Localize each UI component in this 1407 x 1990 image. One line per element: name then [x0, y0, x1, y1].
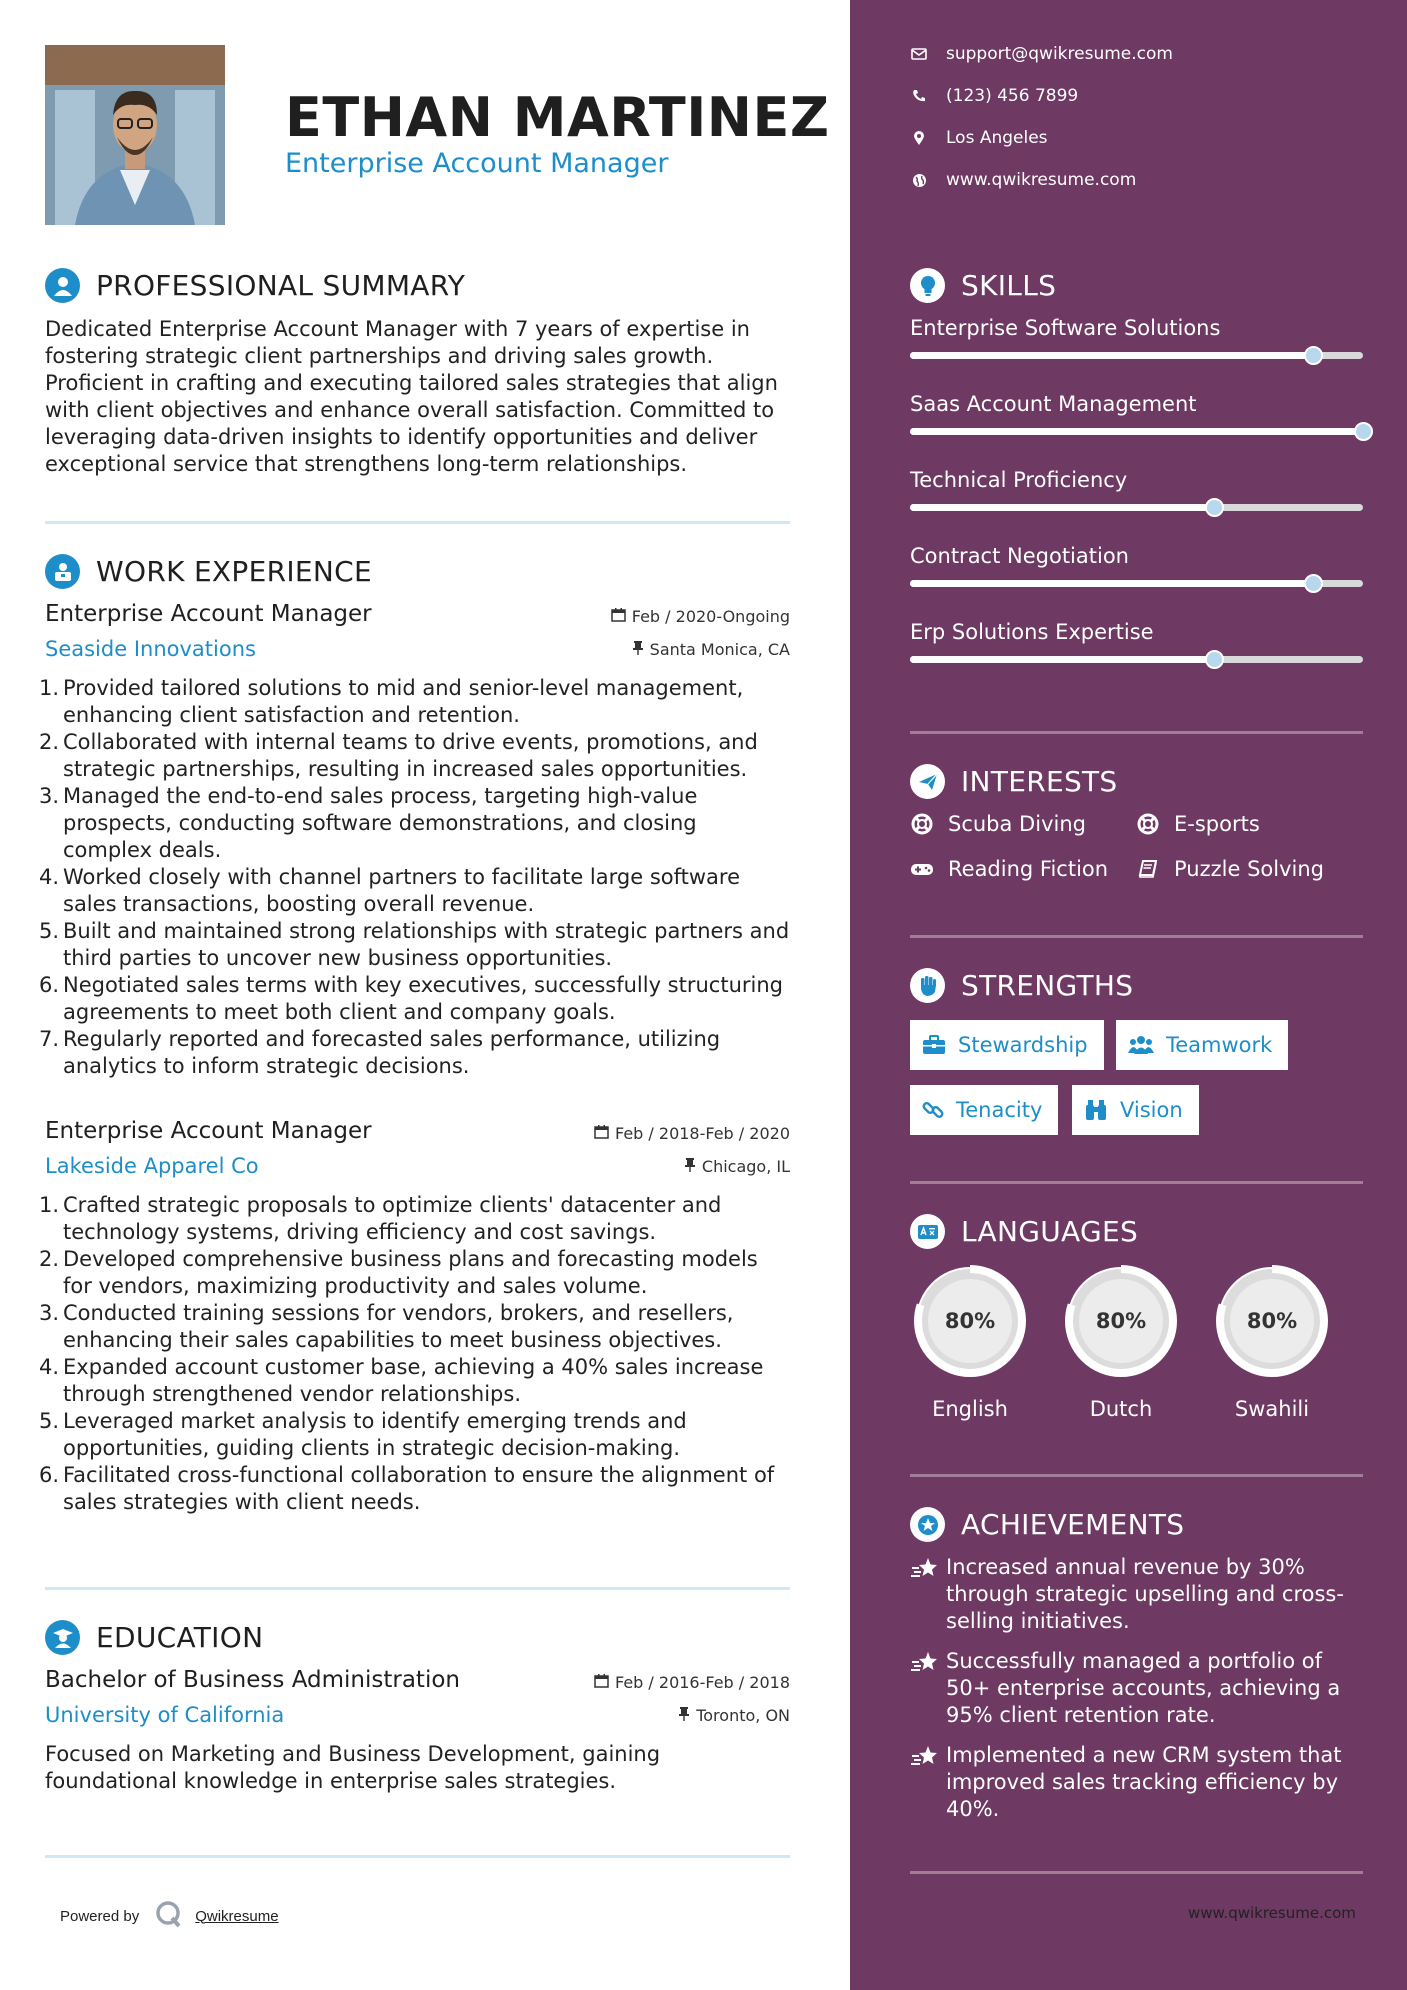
skill-item	[910, 544, 1363, 568]
calendar-icon	[594, 1124, 609, 1143]
school: University of California	[45, 1703, 285, 1727]
education-location-text: Toronto, ON	[696, 1706, 790, 1725]
divider	[45, 1587, 790, 1590]
job-entry	[39, 601, 790, 1080]
achievement-text: Successfully managed a portfolio of 50+ enterprise accounts, achieving a 95% client retention rate.	[946, 1649, 1341, 1727]
skill-bar-fill	[910, 428, 1363, 435]
job-company: Lakeside Apparel Co	[45, 1154, 259, 1178]
skill-bar-knob	[1205, 498, 1224, 517]
envelope-icon	[910, 48, 928, 60]
link-icon	[922, 1099, 944, 1121]
interest-label: Reading Fiction	[948, 857, 1109, 881]
interest-label: Scuba Diving	[948, 812, 1086, 836]
skill-bar	[910, 504, 1363, 511]
book-icon	[1136, 859, 1160, 879]
email-text: support@qwikresume.com	[946, 44, 1173, 64]
users-icon	[1128, 1035, 1154, 1055]
contact-location	[910, 128, 1048, 148]
summary-heading	[45, 268, 465, 303]
contact-phone	[910, 86, 1078, 106]
job-bullets	[39, 1192, 790, 1516]
list-item: 2. Collaborated with internal teams to drive events, promotions, and strategic partnerships, resulting in increased sales opportunities.	[39, 730, 758, 781]
globe-icon	[910, 173, 928, 188]
skill-bar-fill	[910, 504, 1214, 511]
qwikresume-logo-icon	[155, 1900, 183, 1932]
job-role: Enterprise Account Manager	[45, 1118, 372, 1144]
phone-text: (123) 456 7899	[946, 86, 1079, 106]
skill-bar-knob	[1205, 650, 1224, 669]
list-item: 7. Regularly reported and forecasted sales performance, utilizing analytics to inform strategic decisions.	[39, 1027, 721, 1078]
map-marker-icon	[910, 130, 928, 146]
language-percent: 80%	[1095, 1309, 1147, 1333]
job-date	[611, 607, 790, 626]
skill-item	[910, 316, 1363, 340]
list-item: 5. Built and maintained strong relationships with strategic partners and third parties to uncover new business opportunities.	[39, 919, 790, 970]
skills-title: SKILLS	[961, 269, 1057, 302]
interests-heading	[910, 764, 1118, 799]
candidate-title: Enterprise Account Manager	[285, 148, 669, 179]
interest-label: E-sports	[1174, 812, 1260, 836]
language-gauge	[1059, 1259, 1183, 1383]
strength-label: Teamwork	[1166, 1033, 1273, 1057]
skill-bar-fill	[910, 580, 1313, 587]
brand-link[interactable]: Qwikresume	[195, 1907, 279, 1925]
strength-badge	[1116, 1020, 1288, 1070]
skill-bar	[910, 656, 1363, 663]
job-company: Seaside Innovations	[45, 637, 256, 661]
shooting-star-icon	[910, 1650, 946, 1729]
job-location	[684, 1157, 790, 1176]
footer-website[interactable]: www.qwikresume.com	[1188, 1904, 1356, 1922]
language-name: Dutch	[1089, 1397, 1153, 1421]
skill-bar	[910, 428, 1363, 435]
interest-item	[1136, 812, 1260, 836]
achievement-text: Implemented a new CRM system that improved sales tracking efficiency by 40%.	[946, 1743, 1342, 1821]
languages-title: LANGUAGES	[961, 1215, 1139, 1248]
language-item	[1059, 1259, 1183, 1421]
graduate-icon	[45, 1620, 80, 1655]
skill-name: Saas Account Management	[910, 392, 1197, 416]
work-heading	[45, 554, 372, 589]
achievement-item	[910, 1648, 1363, 1729]
strength-label: Vision	[1120, 1098, 1183, 1122]
language-gauge	[1210, 1259, 1334, 1383]
language-item	[908, 1259, 1032, 1421]
divider	[910, 731, 1363, 734]
achievement-item	[910, 1742, 1363, 1823]
skill-bar-knob	[1304, 346, 1323, 365]
language-gauge	[908, 1259, 1032, 1383]
calendar-icon	[611, 607, 626, 626]
list-item: 5. Leveraged market analysis to identify emerging trends and opportunities, guiding clients in strategic decision-making.	[39, 1409, 687, 1460]
divider	[910, 1181, 1363, 1184]
job-bullets	[39, 675, 790, 1080]
job-date-text: Feb / 2018-Feb / 2020	[615, 1124, 790, 1143]
education-location	[678, 1706, 790, 1725]
list-item: 1. Crafted strategic proposals to optimize clients' datacenter and technology systems, driving efficiency and cost savings.	[39, 1193, 722, 1244]
job-date-text: Feb / 2020-Ongoing	[631, 607, 790, 626]
powered-by-label: Powered by	[60, 1907, 140, 1925]
life-ring-icon	[1136, 813, 1160, 835]
user-icon	[45, 268, 80, 303]
candidate-name: ETHAN MARTINEZ	[285, 86, 830, 149]
calendar-icon	[594, 1673, 609, 1692]
interest-item	[1136, 857, 1324, 881]
skill-bar-fill	[910, 352, 1313, 359]
language-name: Swahili	[1234, 1397, 1310, 1421]
list-item: 3. Conducted training sessions for vendors, brokers, and resellers, enhancing their sales capabilities to meet business objectives.	[39, 1301, 734, 1352]
list-item: 2. Developed comprehensive business plans and forecasting models for vendors, maximizing productivity and sales volume.	[39, 1247, 758, 1298]
contact-email	[910, 44, 1173, 64]
skill-name: Technical Proficiency	[910, 468, 1128, 492]
skill-bar-fill	[910, 656, 1214, 663]
skill-name: Contract Negotiation	[910, 544, 1129, 568]
website-text: www.qwikresume.com	[946, 170, 1137, 190]
shooting-star-icon	[910, 1556, 946, 1635]
education-date	[594, 1673, 790, 1692]
language-percent: 80%	[944, 1309, 996, 1333]
skill-bar	[910, 580, 1363, 587]
shooting-star-icon	[910, 1744, 946, 1823]
fist-icon	[910, 968, 945, 1003]
work-title: WORK EXPERIENCE	[96, 555, 372, 588]
contact-website	[910, 170, 1136, 190]
divider	[45, 1855, 790, 1858]
list-item: 6. Facilitated cross-functional collaboration to ensure the alignment of sales strategies with client needs.	[39, 1463, 775, 1514]
binoculars-icon	[1084, 1099, 1108, 1121]
list-item: 1. Provided tailored solutions to mid and senior-level management, enhancing client satisfaction and retention.	[39, 676, 744, 727]
strengths-title: STRENGTHS	[961, 969, 1134, 1002]
paper-plane-icon	[910, 764, 945, 799]
language-name: English	[932, 1397, 1008, 1421]
interest-label: Puzzle Solving	[1174, 857, 1324, 881]
summary-title: PROFESSIONAL SUMMARY	[96, 269, 466, 302]
skill-item	[910, 620, 1363, 644]
profile-photo	[45, 45, 225, 225]
education-heading	[45, 1620, 263, 1655]
education-date-text: Feb / 2016-Feb / 2018	[615, 1673, 790, 1692]
location-text: Los Angeles	[946, 128, 1048, 148]
job-location-text: Chicago, IL	[701, 1157, 790, 1176]
interests-title: INTERESTS	[961, 765, 1118, 798]
lightbulb-icon	[910, 268, 945, 303]
skill-name: Erp Solutions Expertise	[910, 620, 1154, 644]
divider	[910, 1871, 1363, 1874]
strength-label: Tenacity	[956, 1098, 1043, 1122]
list-item: 3. Managed the end-to-end sales process, targeting high-value prospects, conducting software demonstrations, and closing complex deals.	[39, 784, 698, 862]
job-role: Enterprise Account Manager	[45, 601, 372, 627]
job-date	[594, 1124, 790, 1143]
strengths-heading	[910, 968, 1133, 1003]
education-entry	[45, 1667, 790, 1727]
language-percent: 80%	[1246, 1309, 1298, 1333]
divider	[910, 935, 1363, 938]
job-location-text: Santa Monica, CA	[649, 640, 790, 659]
education-text: Focused on Marketing and Business Development, gaining foundational knowledge in enterprise sales strategies.	[45, 1742, 661, 1793]
achievement-item	[910, 1554, 1363, 1635]
skill-item	[910, 468, 1363, 492]
list-item: 6. Negotiated sales terms with key executives, successfully structuring agreements to meet both client and company goals.	[39, 973, 783, 1024]
job-location	[632, 640, 790, 659]
skills-heading	[910, 268, 1056, 303]
pin-icon	[632, 640, 644, 659]
pin-icon	[678, 1706, 690, 1725]
star-badge-icon	[910, 1507, 945, 1542]
strength-label: Stewardship	[958, 1033, 1088, 1057]
briefcase-icon	[922, 1035, 946, 1055]
pin-icon	[684, 1157, 696, 1176]
job-entry	[39, 1118, 790, 1516]
strength-badge	[910, 1020, 1104, 1070]
skill-name: Enterprise Software Solutions	[910, 316, 1221, 340]
gamepad-icon	[910, 861, 934, 877]
strength-badge	[1072, 1085, 1199, 1135]
skill-item	[910, 392, 1363, 416]
briefcase-user-icon	[45, 554, 80, 589]
phone-icon	[910, 89, 928, 103]
divider	[45, 521, 790, 524]
achievement-text: Increased annual revenue by 30% through strategic upselling and cross-selling initiatives.	[946, 1555, 1344, 1633]
education-title: EDUCATION	[96, 1621, 264, 1654]
interest-item	[910, 857, 1108, 881]
translate-icon	[910, 1214, 945, 1249]
degree: Bachelor of Business Administration	[45, 1667, 460, 1693]
achievements-title: ACHIEVEMENTS	[961, 1508, 1185, 1541]
divider	[910, 1474, 1363, 1477]
sidebar	[850, 0, 1407, 1990]
languages-heading	[910, 1214, 1138, 1249]
skill-bar-knob	[1304, 574, 1323, 593]
list-item: 4. Worked closely with channel partners to facilitate large software sales transactions, boosting overall revenue.	[39, 865, 741, 916]
life-ring-icon	[910, 813, 934, 835]
strength-badge	[910, 1085, 1058, 1135]
powered-by	[60, 1900, 279, 1932]
language-item	[1210, 1259, 1334, 1421]
list-item: 4. Expanded account customer base, achieving a 40% sales increase through strengthened vendor relationships.	[39, 1355, 764, 1406]
summary-text: Dedicated Enterprise Account Manager with 7 years of expertise in fostering strategic client partnerships and driving sales growth. Proficient in crafting and executing tailored sales strategies that align with client objectives and enhance overall satisfaction. Committed to leveraging data-driven insights to identify opportunities and deliver exceptional service that strengthens long-term relationships.	[45, 317, 778, 476]
achievements-heading	[910, 1507, 1184, 1542]
skill-bar	[910, 352, 1363, 359]
interest-item	[910, 812, 1086, 836]
skill-bar-knob	[1354, 422, 1373, 441]
